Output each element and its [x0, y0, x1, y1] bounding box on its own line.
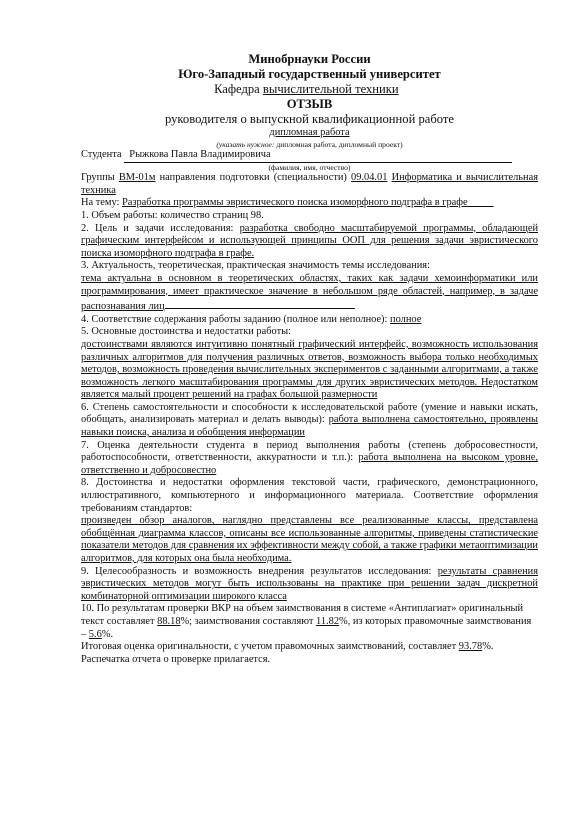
hint-rest: дипломная работа, дипломный проект)	[274, 139, 403, 149]
original-percent: 88.18	[157, 615, 181, 627]
item-6	[81, 402, 538, 440]
item-3-fill	[165, 298, 355, 309]
final-originality	[81, 641, 538, 654]
department-name: вычислительной техники	[262, 82, 399, 96]
item-10-text-c: %, из которых правомочные заимствования –	[81, 615, 532, 640]
item-8	[81, 515, 538, 565]
student-label: Студента	[81, 149, 122, 161]
legit-borrowed-percent: 5.6	[88, 628, 102, 640]
direction-label: направления подготовки (специальности)	[155, 172, 352, 184]
borrowed-percent: 11.82	[316, 615, 340, 627]
item-3	[81, 273, 538, 314]
item-9-label: 9. Целесообразность и возможность внедрения результатов исследования:	[81, 565, 438, 577]
topic-fill	[468, 197, 494, 208]
work-type-value: дипломная работа	[269, 127, 350, 138]
item-9	[81, 566, 538, 604]
final-originality-label: Итоговая оценка оригинальности, с учетом правомочных заимствований, составляет	[81, 641, 459, 653]
item-1: 1. Объем работы: количество страниц 98.	[81, 209, 264, 221]
print-note: Распечатка отчета о проверке прилагается.	[81, 653, 271, 665]
item-10	[81, 603, 538, 641]
item-10-text-d: %.	[101, 628, 114, 640]
item-5	[81, 339, 538, 402]
item-10-text-a: 10. По результатам проверки ВКР на объем заимствования в системе «Антиплагиат» оригинальный текст составляет	[81, 603, 524, 627]
item-6-value: работа выполнена самостоятельно, проявлены навыки поиска, анализа и обобщения информации	[81, 414, 538, 439]
item-8-value: произведен обзор аналогов, наглядно представлены все реализованные классы, представлена обобщённая диаграмма классов, описаны все использованные алгоритмы, приведены статистические показатели методов для сравнения их эффективности между собой, а также графики метаоптимизации алгоритмов, для которых она была необходима.	[81, 515, 538, 564]
specialty-name: Информатика и вычислительная техника	[81, 172, 538, 196]
item-4-label: 4. Соответствие содержания работы заданию (полное или неполное):	[81, 313, 391, 325]
item-3-label: 3. Актуальность, теоретическая, практическая значимость темы исследования:	[81, 260, 430, 272]
item-2	[81, 223, 538, 261]
student-name-field	[124, 149, 512, 163]
topic-line	[81, 197, 538, 210]
item-2-value: разработка свободно масштабируемой программы, обладающей графическим интерфейсом и использующей принципы ООП для решения задачи эвристического поиска изоморфного подграфа в графе.	[81, 222, 539, 259]
department-line	[81, 82, 538, 97]
item-7-label: 7. Оценка деятельности студента в период выполнения работы (степень добросовестности, работоспособности, ответственности, аккуратности и т.п.):	[81, 439, 538, 464]
hint-italic: (указать нужное:	[216, 139, 275, 149]
item-5-value: достоинствами являются интуитивно понятный графический интерфейс, возможность использования различных алгоритмов для получения различных ответов, возможность выбора только необходимых методов, возможность проведения вычислительных экспериментов с заданными алгоритмами, а также возможность легкого масштабирования программы для других эвристических методов. Недостатком является малый процент решений на графах большой размерности	[81, 338, 538, 401]
department-prefix: Кафедра	[214, 82, 263, 96]
work-type	[81, 127, 538, 140]
document-title: ОТЗЫВ	[286, 97, 333, 111]
topic-label: На тему:	[81, 197, 122, 209]
item-10-text-b: %; заимствования составляют	[180, 615, 317, 627]
university-name: Юго-Западный государственный университет	[178, 67, 441, 81]
item-5-label: 5. Основные достоинства и недостатки работы:	[81, 326, 291, 338]
document-subtitle: руководителя о выпускной квалификационной работе	[165, 112, 454, 126]
group-line	[81, 172, 538, 197]
item-6-label: 6. Степень самостоятельности и способности к исследовательской работе (умение и навыки искать, обобщать, анализировать материал и делать выводы):	[81, 401, 538, 426]
item-9-value: результаты сравнения эвристических методов могут быть использованы на практике при решении задач дискретной комбинаторной оптимизации широкого класса	[81, 565, 538, 602]
student-name: Рыжкова Павла Владимировича	[129, 149, 271, 161]
review-document	[81, 52, 538, 666]
group-label: Группы	[81, 172, 119, 184]
ministry-name: Минобрнауки России	[248, 52, 371, 66]
topic-value: Разработка программы эвристического поиска изоморфного подграфа в графе	[121, 197, 468, 209]
student-line	[81, 149, 538, 163]
direction-code: 09.04.01	[351, 172, 388, 184]
student-caption: (фамилия, имя, отчество)	[268, 162, 351, 172]
final-originality-value: 93.78	[458, 641, 483, 653]
item-4	[81, 314, 538, 327]
item-3-value: тема актуальна в основном в теоретических областях, таких как задачи хемоинформатики или программирования, имеет практическое значение в небольшом ряде областей, например, в задаче распознавания лиц	[81, 272, 538, 313]
group-value: ВМ-01м	[118, 172, 156, 184]
final-originality-pct: %.	[482, 641, 494, 653]
item-7	[81, 440, 538, 478]
item-8-label: 8. Достоинства и недостатки оформления текстовой части, графического, демонстрационного, иллюстративного, компьютерного и информационного материала. Соответствие оформления требованиям стандартов:	[81, 477, 538, 514]
item-4-value: полное	[390, 313, 422, 325]
work-type-hint	[81, 140, 538, 150]
item-7-value: работа выполнена на высоком уровне, ответственно и добросовестно	[81, 452, 538, 476]
item-2-label: 2. Цель и задачи исследования:	[81, 222, 240, 234]
